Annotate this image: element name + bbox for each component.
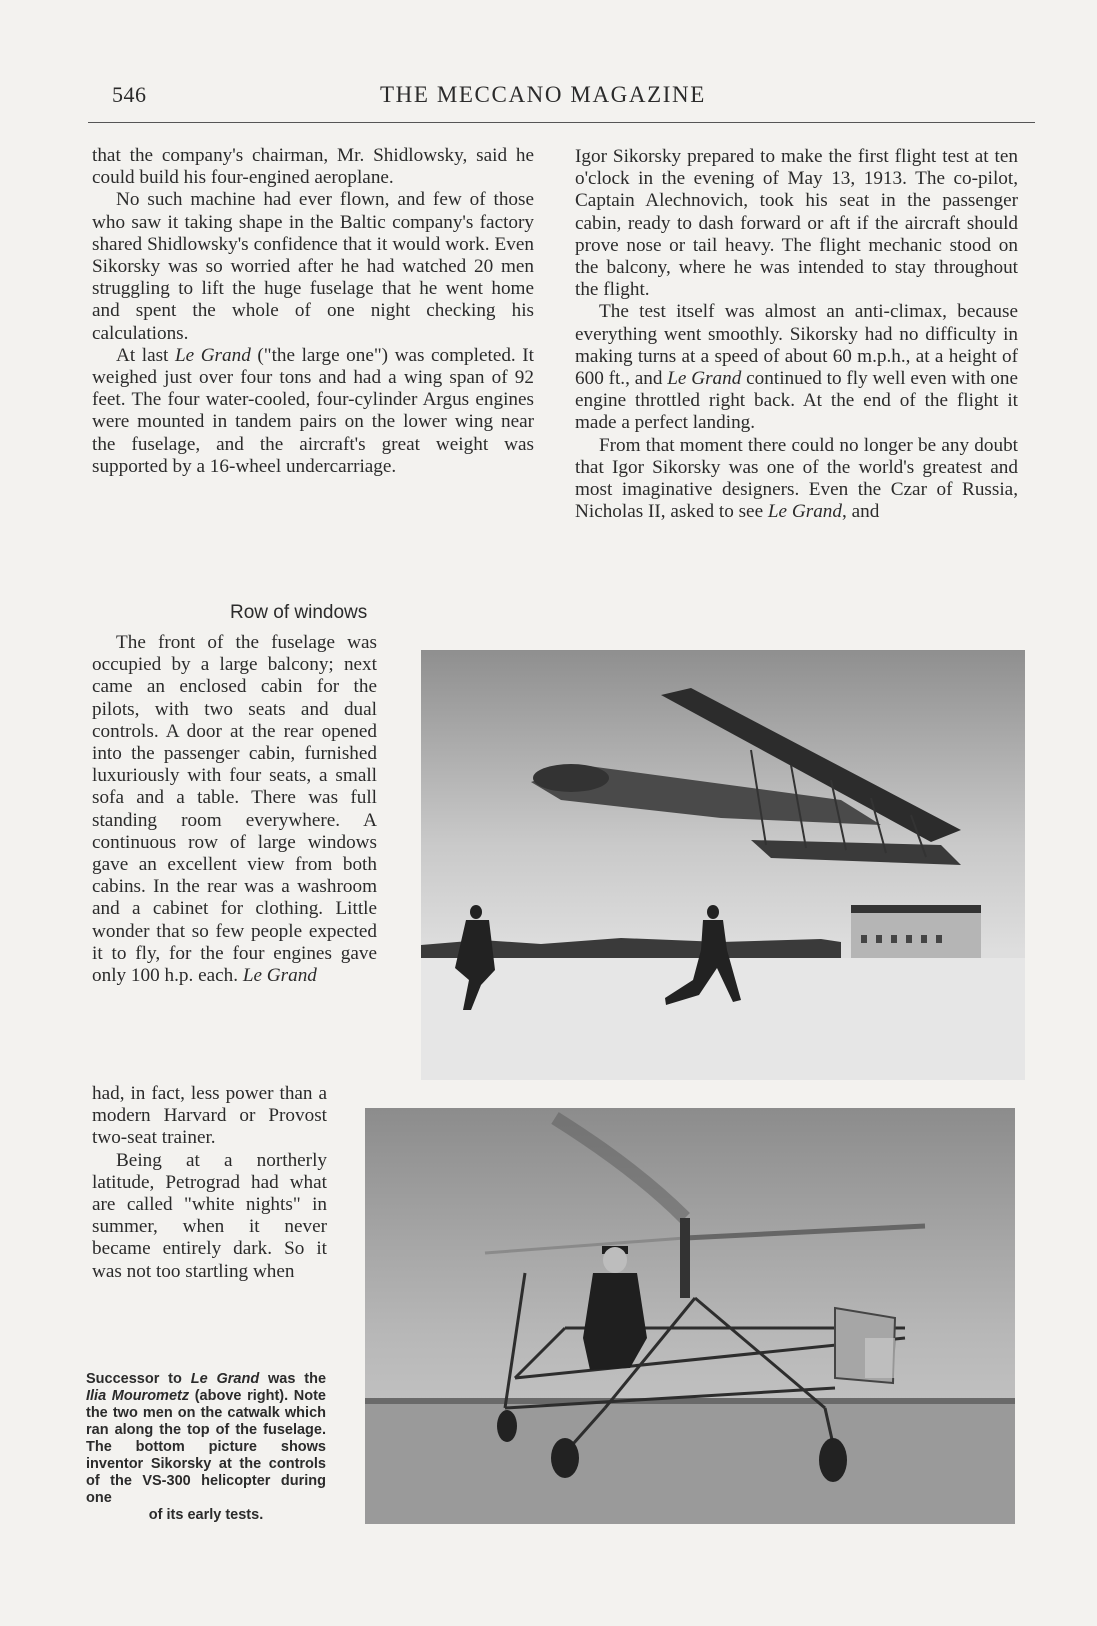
- running-head: THE MECCANO MAGAZINE: [380, 82, 706, 107]
- paragraph: The test itself was almost an anti-climax, because everything went smoothly. Sikorsky had no difficulty in making turns at a speed of about 60 m.p.h., at a height of 600 ft., and Le Grand continued to fly well even with one engine throttled right back. At the end of the flight it made a perfect landing.: [575, 301, 1018, 434]
- paragraph: that the company's chairman, Mr. Shidlowsky, said he could build his four-engined aeroplane.: [92, 145, 534, 189]
- paragraph: had, in fact, less power than a modern Harvard or Provost two-seat trainer.: [92, 1083, 327, 1149]
- paragraph: Igor Sikorsky prepared to make the first flight test at ten o'clock in the evening of May 13, 1913. The co-pilot, Captain Alechnovich, took his seat in the passenger cabin, ready to dash forward or aft if the aircraft should prove nose or tail heavy. The flight mechanic stood on the balcony, where he was intended to stay throughout the flight.: [575, 146, 1018, 301]
- left-column-narrow: [92, 632, 377, 987]
- right-column-top: [575, 146, 1018, 523]
- paragraph: From that moment there could no longer be any doubt that Igor Sikorsky was one of the world's greatest and most imaginative designers. Even the Czar of Russia, Nicholas II, asked to see Le Grand, and: [575, 434, 1018, 523]
- caption-body: Successor to Le Grand was the Ilia Mourometz (above right). Note the two men on the catwalk which ran along the top of the fuselage. The bottom picture shows inventor Sikorsky at the controls of the VS-300 helicopter during one: [86, 1371, 327, 1506]
- header-rule: [88, 122, 1035, 123]
- helicopter-photo-image: [365, 1108, 1015, 1524]
- left-column-top: [92, 145, 534, 478]
- paragraph: No such machine had ever flown, and few of those who saw it taking shape in the Baltic company's factory shared Shidlowsky's confidence that it would work. Even Sikorsky was so worried after he had watched 20 men struggling to lift the huge fuselage that he went home and spent the whole of one night checking his calculations.: [92, 189, 534, 344]
- ilia-mourometz-photo: [421, 650, 1025, 1080]
- left-column-narrower: [92, 1083, 327, 1283]
- biplane-photo-image: [421, 650, 1025, 1080]
- subheading: Row of windows: [230, 602, 368, 623]
- vs-300-helicopter-photo: [365, 1108, 1015, 1524]
- photo-caption: [86, 1371, 326, 1524]
- caption-last-line: of its early tests.: [148, 1507, 264, 1523]
- paragraph: At last Le Grand ("the large one") was completed. It weighed just over four tons and had a wing span of 92 feet. The four water-cooled, four-cylinder Argus engines were mounted in tandem pairs on the lower wing near the fuselage, and the aircraft's great weight was supported by a 16-wheel undercarriage.: [92, 344, 534, 477]
- paragraph: The front of the fuselage was occupied by a large balcony; next came an enclosed cabin for the pilots, with two seats and dual controls. A door at the rear opened into the passenger cabin, furnished luxuriously with four seats, a small sofa and a table. There was full standing room everywhere. A continuous row of large windows gave an excellent view from both cabins. In the rear was a washroom and a cabinet for clothing. Little wonder that so few people expected it to fly, for the four engines gave only 100 h.p. each. Le Grand: [92, 632, 377, 987]
- page-number: 546: [112, 82, 147, 107]
- paragraph: Being at a northerly latitude, Petrograd had what are called "white nights" in summer, when it never became entirely dark. So it was not too startling when: [92, 1149, 327, 1282]
